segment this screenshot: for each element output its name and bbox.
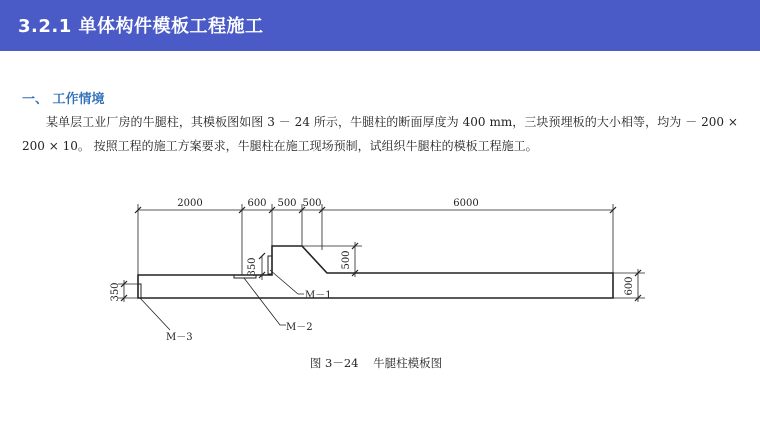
scenario-paragraph: 某单层工业厂房的牛腿柱，其模板图如图 3 － 24 所示，牛腿柱的断面厚度为 400 mm，三块预埋板的大小相等，均为 － 200 × 200 × 10。 按照工程的施工方案要求，牛腿柱在施工现场预制，试组织牛腿柱的模板工程施工。 [22,115,738,153]
label-m1: M－1 [305,290,332,301]
left-dimension [118,280,138,302]
leader-lines [140,270,304,330]
header-bar [0,0,760,51]
figure-caption: 图 3－24 牛腿柱模板图 [309,356,443,370]
corbel-dimension [259,253,265,280]
dim-6000: 6000 [453,198,479,209]
label-m2: M－2 [286,322,313,333]
label-m3: M－3 [166,332,193,343]
slope-dimension [302,242,362,277]
dim-350-left: 350 [110,282,121,302]
dim-500-slope: 500 [341,250,352,270]
column-outline [138,246,613,298]
dim-350-corbel: 350 [247,257,258,277]
dim-500-a: 500 [277,198,297,209]
top-dimension-line [135,204,616,275]
corbel-column-formwork-drawing [0,190,760,380]
dim-600-top: 600 [247,198,267,209]
page-title: 3.2.1 单体构件模板工程施工 [18,16,264,37]
dim-500-b: 500 [302,198,322,209]
embedded-plate-m3 [138,284,141,298]
dim-2000: 2000 [177,198,203,209]
section-heading: 一、 工作情境 [22,92,105,107]
dim-600-right: 600 [624,276,635,296]
